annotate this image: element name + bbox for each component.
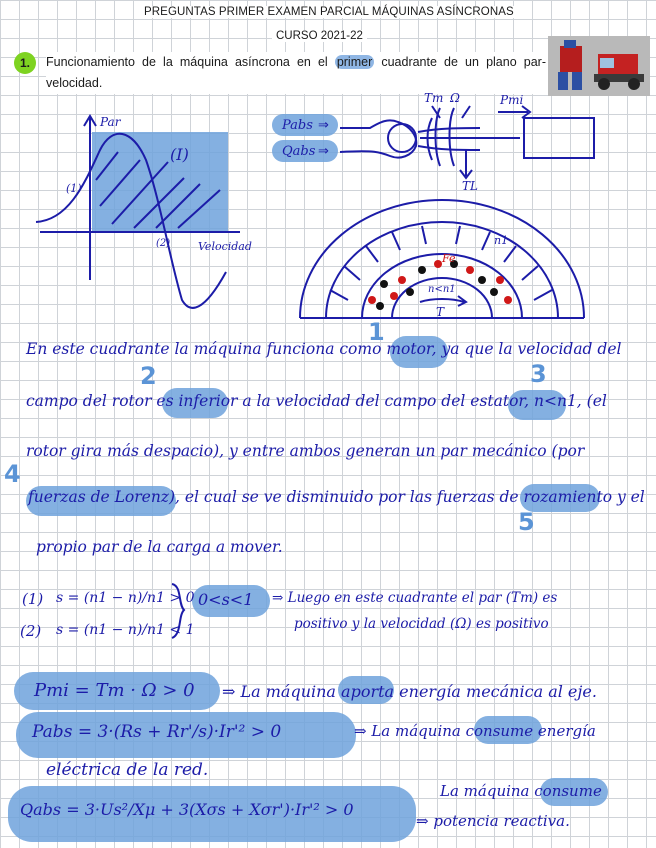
question-text-before: Funcionamiento de la máquina asíncrona en el	[46, 55, 335, 69]
slip-eq1-label: (1)	[22, 590, 44, 608]
qabs-text-2: ⇒ potencia reactiva.	[416, 812, 570, 830]
slip-eq1: s = (n1 − n)/n1 > 0	[56, 590, 195, 606]
slip-conclusion-1: ⇒ Luego en este cuadrante el par (Tm) es	[272, 590, 558, 606]
mark-3: 3	[530, 360, 547, 388]
mark-1: 1	[368, 318, 385, 346]
section-force-label: Fe	[442, 252, 456, 265]
question-highlight: primer	[336, 55, 373, 69]
slip-eq2-label: (2)	[20, 622, 42, 640]
explanation-line-4: fuerzas de Lorenz), el cual se ve disminuido por las fuerzas de rozamiento y el	[28, 488, 645, 506]
pabs-text: ⇒ La máquina consume energía	[354, 722, 596, 740]
pmi-text: ⇒ La máquina aporta energía mecánica al eje.	[222, 682, 597, 701]
torque-speed-graph	[36, 116, 240, 308]
qabs-equation: Qabs = 3·Us²/Xμ + 3(Xσs + Xσr')·Ir'² > 0	[20, 800, 354, 819]
diagram-torque-label: Tm	[424, 91, 444, 105]
explanation-line-1: En este cuadrante la máquina funciona como motor, ya que la velocidad del	[26, 340, 622, 358]
slip-eq2: s = (n1 − n)/n1 < 1	[56, 622, 195, 638]
course-label: CURSO 2021-22	[272, 30, 367, 42]
pabs-text-2: eléctrica de la red.	[46, 760, 209, 780]
section-n1-label: n1	[494, 234, 509, 247]
diagram-speed-label: Ω	[450, 91, 460, 105]
document-title: PREGUNTAS PRIMER EXAMEN PARCIAL MÁQUINAS ASÍNCRONAS	[140, 6, 518, 18]
diagram-arrow-2: ⇒	[318, 144, 329, 159]
explanation-line-3: rotor gira más despacio), y entre ambos generan un par mecánico (por	[26, 442, 585, 460]
question-number-badge: 1.	[14, 52, 36, 74]
graph-curve1-label: (1)	[66, 182, 82, 195]
section-torque-label: T	[436, 305, 445, 319]
diagram-input-pabs: Pabs	[282, 118, 313, 133]
mark-4: 4	[4, 460, 21, 488]
graph-curve2-label: (2)	[156, 238, 171, 249]
diagram-load-label: TL	[462, 179, 478, 193]
pmi-equation: Pmi = Tm · Ω > 0	[34, 680, 195, 701]
graph-ylabel: Par	[100, 115, 121, 129]
mark-5: 5	[518, 508, 535, 536]
section-relation-label: n<n1	[428, 284, 456, 295]
explanation-line-5: propio par de la carga a mover.	[36, 538, 283, 556]
graph-region-label: (I)	[170, 145, 189, 164]
diagram-arrow-1: ⇒	[318, 118, 329, 133]
diagram-output-label: Pmi	[500, 93, 524, 107]
question-text-after: cuadrante de un plano par-velocidad.	[46, 55, 546, 90]
qabs-text-1: La máquina consume	[440, 782, 602, 800]
diagram-input-qabs: Qabs	[282, 144, 316, 159]
graph-xlabel: Velocidad	[198, 240, 252, 253]
slip-range: 0<s<1	[198, 590, 254, 609]
slip-conclusion-2: positivo y la velocidad (Ω) es positivo	[294, 616, 549, 632]
explanation-line-2: campo del rotor es inferior a la velocidad del campo del estator, n<n1, (el	[26, 392, 607, 410]
pabs-equation: Pabs = 3·(Rs + Rr'/s)·Ir'² > 0	[32, 722, 282, 742]
machine-block-diagram	[340, 106, 594, 178]
mark-2: 2	[140, 362, 157, 390]
